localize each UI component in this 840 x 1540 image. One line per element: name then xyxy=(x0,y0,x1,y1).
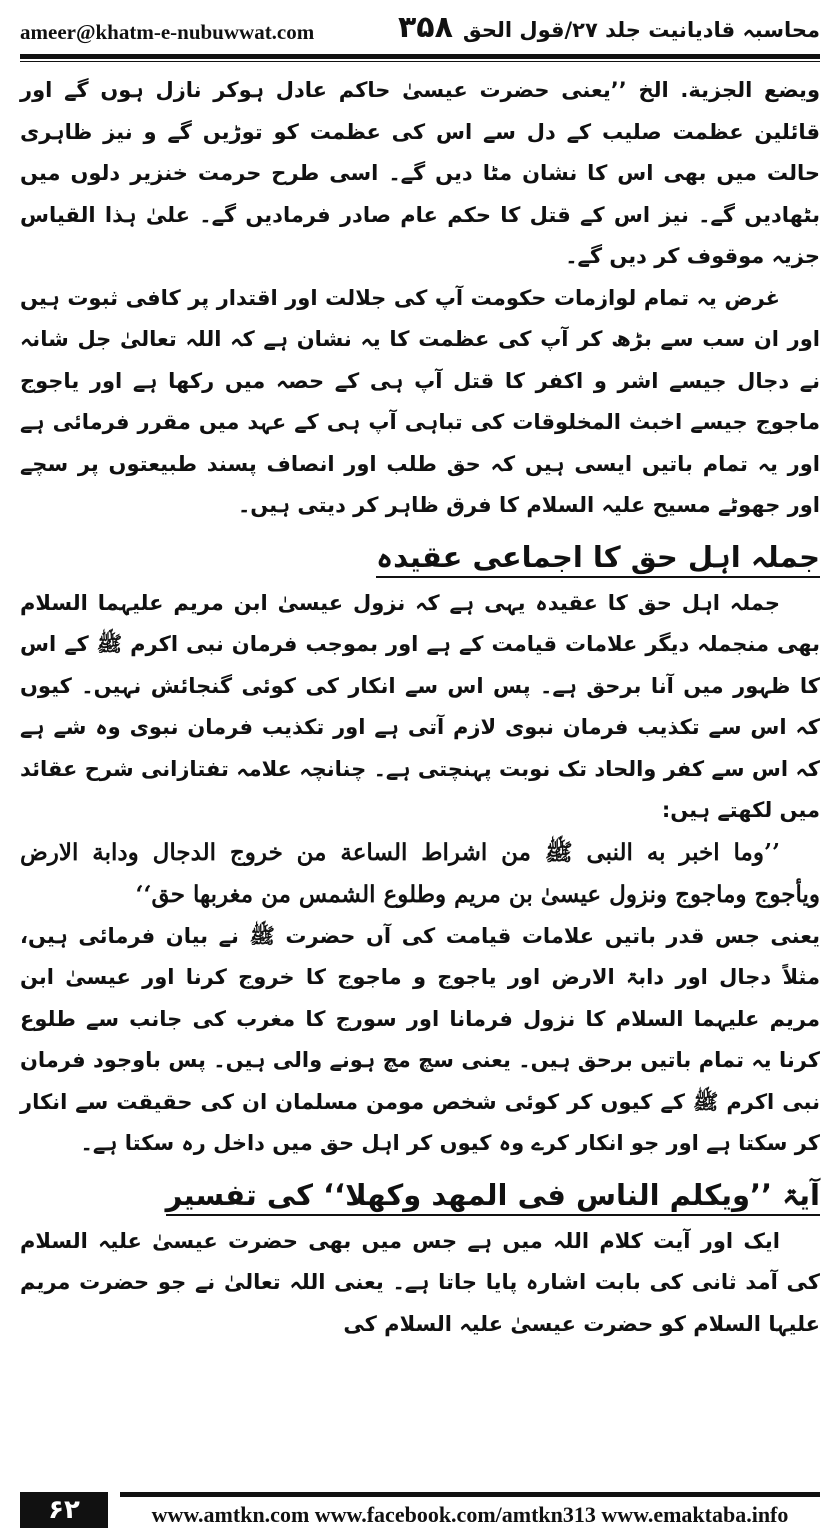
section-heading-1-text: جملہ اہل حق کا اجماعی عقیدہ xyxy=(376,540,820,578)
paragraph-5: ایک اور آیت کلام اللہ میں ہے جس میں بھی حضرت عیسیٰ علیہ السلام کی آمد ثانی کی بابت اشارہ پایا جاتا ہے۔ یعنی اللہ تعالیٰ نے جو حضرت مریم علیہا السلام کو حضرت عیسیٰ علیہ السلام کی xyxy=(20,1228,820,1336)
paragraph-1: ویضع الجزیة. الخ ’’یعنی حضرت عیسیٰ حاکم عادل ہوکر نازل ہوں گے اور قائلین عظمت صلیب کے دل سے اس کی عظمت کو توڑیں گے و نیز ظاہری حالت میں بھی اس کا نشان مٹا دیں گے۔ اسی طرح حرمت خنزیر دلوں میں بٹھادیں گے۔ نیز اس کے قتل کا حکم عام صادر فرمادیں گے۔ علیٰ ہذا القیاس جزیہ موقوف کر دیں گے۔ xyxy=(20,78,820,268)
paragraph-2: غرض یہ تمام لوازمات حکومت آپ کی جلالت اور اقتدار پر کافی ثبوت ہیں اور ان سب سے بڑھ کر آپ کی عظمت کا یہ نشان ہے کہ اللہ تعالیٰ جل شانہ نے دجال جیسے اشر و اکفر کا قتل آپ ہی کے حصہ میں رکھا ہے اور یاجوج ماجوج جیسے اخبث المخلوقات کی تباہی آپ ہی کے عہد میں مقرر فرمائی ہے اور یہ تمام باتیں ایسی ہیں کہ حق طلب اور انصاف پسند طبیعتوں پر سچے اور جھوٹے مسیح علیہ السلام کا فرق ظاہر کر دیتی ہیں۔ xyxy=(20,285,820,517)
footer-rule xyxy=(120,1492,820,1497)
header-rule-thin xyxy=(20,61,820,62)
paragraph-4: یعنی جس قدر باتیں علامات قیامت کی آں حضرت ﷺ نے بیان فرمائی ہیں، مثلاً دجال اور دابۃ الارض اور یاجوج و ماجوج کا خروج کرنا اور عیسیٰ ابن مریم علیہما السلام کا نزول فرمانا اور سورج کا مغرب کی جانب سے طلوع کرنا یہ تمام باتیں برحق ہیں۔ یعنی سچ مچ ہونے والی ہیں۔ پس باوجود فرمان نبی اکرم ﷺ کے کیوں کر کوئی شخص مومن مسلمان ان کی حقیقت سے انکار کر سکتا ہے اور جو انکار کرے وہ کیوں کر اہل حق میں داخل رہ سکتا ہے۔ xyxy=(20,923,820,1155)
section-heading-2-text: آیۃ ’’ویکلم الناس فی المهد وکهلا‘‘ کی تفسیر xyxy=(166,1178,820,1216)
header-email: ameer@khatm-e-nubuwwat.com xyxy=(20,20,315,44)
footer-page-number: ۶۲ xyxy=(20,1492,108,1528)
page-header xyxy=(20,8,820,58)
section-heading-1 xyxy=(20,531,820,583)
header-book-title: محاسبہ قادیانیت جلد ۲۷/قول الحق xyxy=(462,18,820,42)
header-rule xyxy=(20,54,820,59)
arabic-quote: ’’وما اخبر به النبی ﷺ من اشراط الساعة من خروج الدجال ودابة الارض ویأجوج وماجوج ونزول عیسیٰ بن مریم وطلوع الشمس من مغربها حق‘‘ xyxy=(20,838,820,908)
header-page-number: ۳۵۸ xyxy=(398,10,453,45)
paragraph-3: جملہ اہل حق کا عقیدہ یہی ہے کہ نزول عیسیٰ ابن مریم علیہما السلام بھی منجملہ دیگر علامات قیامت کے ہے اور بموجب فرمان نبی اکرم ﷺ کے اس کا ظہور میں آنا برحق ہے۔ پس اس سے انکار کی کوئی گنجائش نہیں۔ کیوں کہ اس سے تکذیب فرمان نبوی لازم آتی ہے اور تکذیب فرمان نبوی وہ شے ہے کہ اس سے کفر والحاد تک نوبت پہنچتی ہے۔ چنانچہ علامہ تفتازانی شرح عقائد میں لکھتے ہیں: xyxy=(20,590,820,822)
page-footer xyxy=(20,1488,820,1532)
page-content xyxy=(20,70,820,1345)
footer-links: www.amtkn.com www.facebook.com/amtkn313 www.emaktaba.info xyxy=(151,1502,789,1527)
section-heading-2 xyxy=(20,1169,820,1221)
